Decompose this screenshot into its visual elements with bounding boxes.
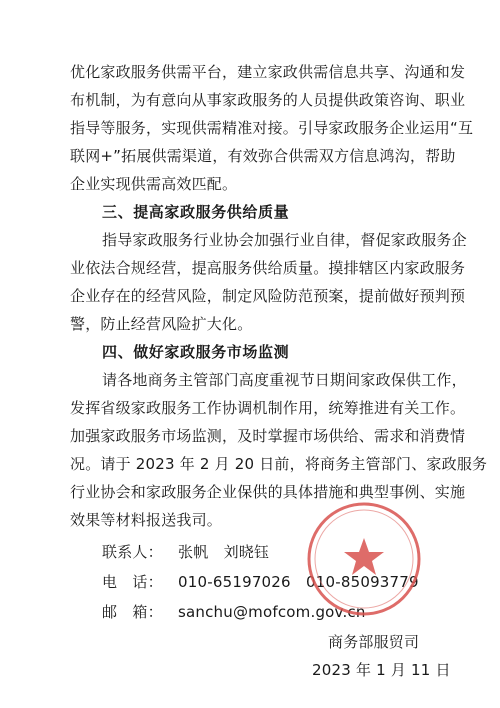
section-3-line-4: 警，防止经营风险扩大化。 [70,315,253,333]
section-3-line-3: 企业存在的经营风险，制定风险防范预案，提前做好预判预 [70,287,466,305]
section-3-line-1: 指导家政服务行业协会加强行业自律，督促家政服务企 [102,231,467,249]
official-seal-icon [305,500,423,618]
paragraph-1-line-4: 联网+”拓展供需渠道，有效弥合供需双方信息鸿沟，帮助 [70,147,456,165]
contact-email-value: sanchu@mofcom.gov.cn [178,603,366,621]
section-4-heading: 四、做好家政服务市场监测 [102,343,290,361]
section-4-line-6: 效果等材料报送我司。 [70,511,223,529]
paragraph-1-line-2: 布机制，为有意向从事家政服务的人员提供政策咨询、职业 [70,91,466,109]
section-4-line-5: 行业协会和家政服务企业保供的具体措施和典型事例、实施 [70,483,466,501]
paragraph-1-line-1: 优化家政服务供需平台，建立家政供需信息共享、沟通和发 [70,63,466,81]
paragraph-1-line-3: 指导等服务，实现供需精准对接。引导家政服务企业运用“互 [70,119,474,137]
section-3-heading: 三、提高家政服务供给质量 [102,203,290,221]
issuer-name: 商务部服贸司 [328,633,420,651]
contact-person-value: 张帆 刘晓钰 [178,543,270,561]
contact-person-label: 联系人： [102,543,163,561]
section-4-line-4: 况。请于 2023 年 2 月 20 日前，将商务主管部门、家政服务 [70,455,488,473]
section-4-line-3: 加强家政服务市场监测，及时掌握市场供给、需求和消费情 [70,427,466,445]
paragraph-1-line-5: 企业实现供需高效匹配。 [70,175,238,193]
contact-phone-value: 010-65197026 010-85093779 [178,573,419,591]
section-4-line-1: 请各地商务主管部门高度重视节日期间家政保供工作， [102,371,467,389]
section-3-line-2: 业依法合规经营，提高服务供给质量。摸排辖区内家政服务 [70,259,466,277]
contact-email-label: 邮 箱： [102,603,163,621]
section-4-line-2: 发挥省级家政服务工作协调机制作用，统筹推进有关工作。 [70,399,466,417]
issue-date: 2023 年 1 月 11 日 [312,661,451,679]
contact-phone-label: 电 话： [102,573,163,591]
